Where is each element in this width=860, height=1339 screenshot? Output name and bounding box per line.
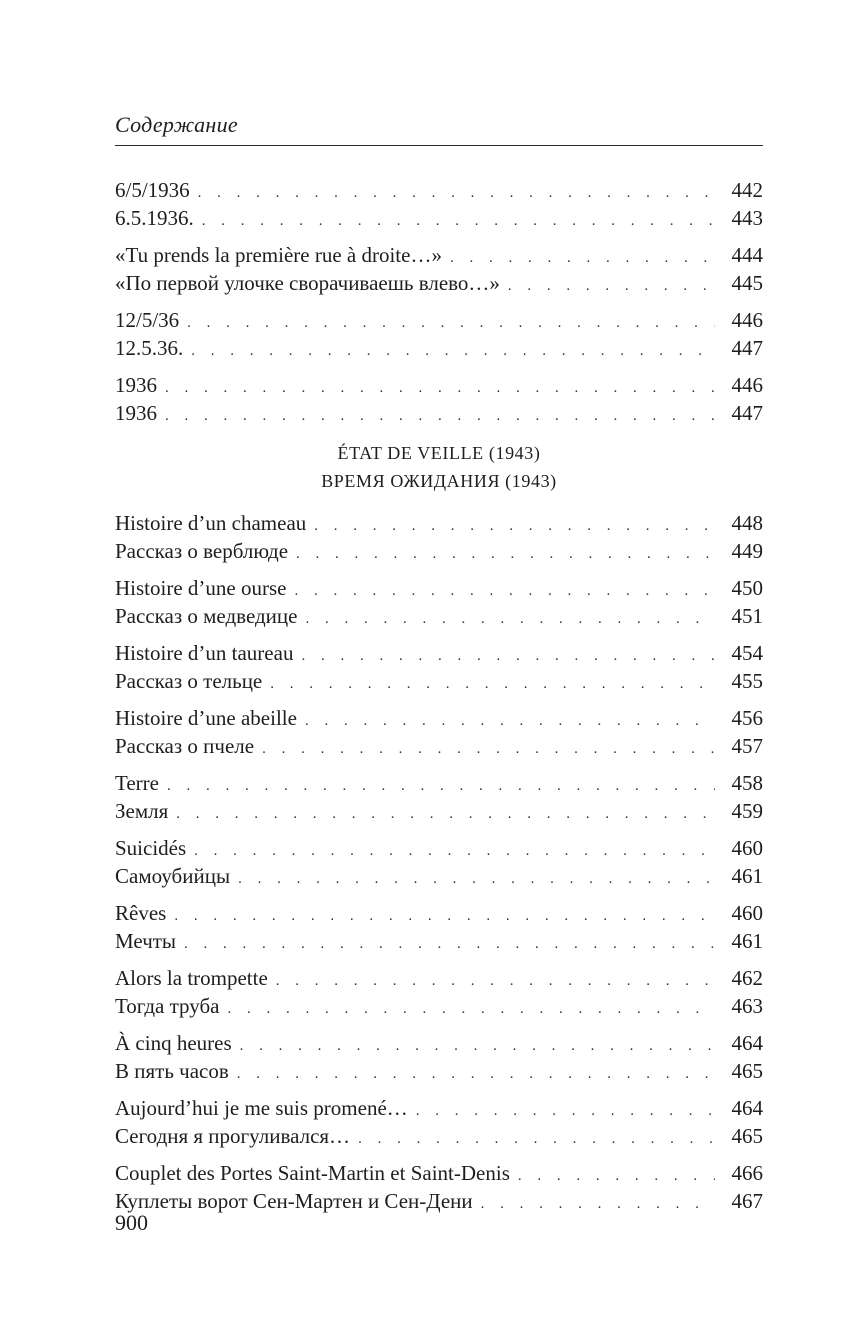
dot-leader	[358, 1125, 715, 1153]
toc-entry-page: 451	[731, 604, 763, 628]
dot-leader	[237, 1060, 715, 1088]
toc-entry[interactable]	[115, 862, 763, 890]
toc-entry-page: 444	[731, 243, 763, 267]
toc-entry[interactable]	[115, 399, 763, 427]
toc-entry-page: 449	[731, 539, 763, 563]
toc-entry-page: 460	[731, 901, 763, 925]
toc-entry-page: 447	[731, 336, 763, 360]
toc-entry-title: Histoire d’un taureau	[115, 641, 294, 665]
toc-entry-pair	[115, 574, 763, 630]
page-number: 900	[115, 1210, 148, 1235]
toc-entry-title: 12/5/36	[115, 308, 180, 332]
toc-entry-page: 448	[731, 511, 763, 535]
toc-entry-title: Земля	[115, 799, 169, 823]
toc-entry-pair	[115, 1159, 763, 1215]
dot-leader	[314, 512, 715, 540]
dot-leader	[296, 540, 715, 568]
toc-entry-title: Alors la trompette	[115, 966, 268, 990]
dot-leader	[202, 207, 715, 235]
dot-leader	[270, 670, 715, 698]
toc-entry-title: Рассказ о тельце	[115, 669, 263, 693]
book-page	[115, 0, 763, 1339]
dot-leader	[167, 772, 715, 800]
toc-entry-title: Terre	[115, 771, 159, 795]
toc-entry-page: 464	[731, 1031, 763, 1055]
toc-entry-page: 462	[731, 966, 763, 990]
toc-entry[interactable]	[115, 1029, 763, 1057]
dot-leader	[305, 605, 715, 633]
toc-entry[interactable]	[115, 704, 763, 732]
dot-leader	[184, 930, 715, 958]
toc-entry[interactable]	[115, 797, 763, 825]
toc-entry[interactable]	[115, 639, 763, 667]
toc-entry[interactable]	[115, 602, 763, 630]
toc-entry[interactable]	[115, 241, 763, 269]
dot-leader	[238, 865, 715, 893]
dot-leader	[416, 1097, 715, 1125]
toc-entry-title: Histoire d’un chameau	[115, 511, 307, 535]
toc-entry-pair	[115, 834, 763, 890]
toc-entry-title: 12.5.36.	[115, 336, 184, 360]
toc-entry-title: Сегодня я прогуливался…	[115, 1124, 351, 1148]
toc-entry[interactable]	[115, 204, 763, 232]
toc-entry-page: 460	[731, 836, 763, 860]
dot-leader	[165, 402, 715, 430]
dot-leader	[305, 707, 715, 735]
toc-entry[interactable]	[115, 927, 763, 955]
toc-entry-page: 461	[731, 864, 763, 888]
dot-leader	[262, 735, 715, 763]
dot-leader	[294, 577, 715, 605]
toc-entry-title: Самоубийцы	[115, 864, 231, 888]
toc-entry-title: 6/5/1936	[115, 178, 190, 202]
toc-entry-title: Couplet des Portes Saint-Martin et Saint-Denis	[115, 1161, 510, 1185]
toc-entry-pair	[115, 176, 763, 232]
toc-entry-pair	[115, 704, 763, 760]
toc-entry-title: «По первой улочке сворачиваешь влево…»	[115, 271, 500, 295]
toc-entry[interactable]	[115, 992, 763, 1020]
running-head: Содержание	[115, 112, 239, 137]
toc-entry-title: Куплеты ворот Сен-Мартен и Сен-Дени	[115, 1189, 473, 1213]
toc-entry[interactable]	[115, 1159, 763, 1187]
dot-leader	[240, 1032, 715, 1060]
toc-entry-pair	[115, 964, 763, 1020]
toc-entry-title: Рассказ о верблюде	[115, 539, 289, 563]
toc-entry-page: 465	[731, 1059, 763, 1083]
toc-entry-page: 466	[731, 1161, 763, 1185]
toc-entry-title: Rêves	[115, 901, 167, 925]
toc-entry-title: Histoire d’une abeille	[115, 706, 297, 730]
toc-entry-page: 445	[731, 271, 763, 295]
toc-entry-pair	[115, 241, 763, 297]
toc-entry[interactable]	[115, 306, 763, 334]
toc-entry-page: 463	[731, 994, 763, 1018]
header-rule	[115, 145, 763, 146]
section-heading	[115, 439, 763, 495]
dot-leader	[187, 309, 715, 337]
toc-entry-page: 465	[731, 1124, 763, 1148]
toc-entry-title: 6.5.1936.	[115, 206, 194, 230]
toc-entry-title: À cinq heures	[115, 1031, 232, 1055]
toc-entry-pair	[115, 1094, 763, 1150]
toc-entry[interactable]	[115, 769, 763, 797]
toc-groups-after	[115, 509, 763, 1215]
toc-entry[interactable]	[115, 834, 763, 862]
toc-entry[interactable]	[115, 176, 763, 204]
toc-entry-title: 1936	[115, 373, 157, 397]
toc-entry-title: Рассказ о пчеле	[115, 734, 255, 758]
toc-entry-pair	[115, 1029, 763, 1085]
dot-leader	[227, 995, 715, 1023]
toc-entry-page: 467	[731, 1189, 763, 1213]
toc-entry-page: 464	[731, 1096, 763, 1120]
dot-leader	[450, 244, 715, 272]
dot-leader	[481, 1190, 715, 1218]
dot-leader	[508, 272, 715, 300]
toc-entry-page: 450	[731, 576, 763, 600]
toc-entry[interactable]	[115, 1094, 763, 1122]
toc-entry-page: 461	[731, 929, 763, 953]
dot-leader	[191, 337, 715, 365]
section-title-french: ÉTAT DE VEILLE (1943)	[337, 443, 541, 463]
toc-entry-title: Тогда труба	[115, 994, 220, 1018]
toc-entry-pair	[115, 509, 763, 565]
toc-entry[interactable]	[115, 509, 763, 537]
toc-entry-page: 456	[731, 706, 763, 730]
dot-leader	[301, 642, 715, 670]
dot-leader	[276, 967, 715, 995]
toc-entry[interactable]	[115, 537, 763, 565]
toc-entry-title: «Tu prends la première rue à droite…»	[115, 243, 442, 267]
toc-entry-title: Suicidés	[115, 836, 187, 860]
toc-entry-title: В пять часов	[115, 1059, 229, 1083]
toc-entry-pair	[115, 639, 763, 695]
dot-leader	[518, 1162, 715, 1190]
toc-groups-before	[115, 176, 763, 427]
toc-entry[interactable]	[115, 1057, 763, 1085]
toc-entry[interactable]	[115, 899, 763, 927]
toc-entry-page: 443	[731, 206, 763, 230]
toc-entry[interactable]	[115, 1187, 763, 1215]
toc-entry-title: Histoire d’une ourse	[115, 576, 287, 600]
toc-entry[interactable]	[115, 964, 763, 992]
toc-entry-pair	[115, 371, 763, 427]
toc-entry-title: Мечты	[115, 929, 177, 953]
toc-entry[interactable]	[115, 371, 763, 399]
toc-entry[interactable]	[115, 1122, 763, 1150]
toc-entry-pair	[115, 899, 763, 955]
toc-entry-page: 459	[731, 799, 763, 823]
toc-entry-page: 457	[731, 734, 763, 758]
toc-entry[interactable]	[115, 732, 763, 760]
section-title-russian: ВРЕМЯ ОЖИДАНИЯ (1943)	[321, 471, 557, 491]
dot-leader	[198, 179, 715, 207]
toc-entry[interactable]	[115, 667, 763, 695]
toc-entry[interactable]	[115, 574, 763, 602]
dot-leader	[165, 374, 715, 402]
toc-entry-page: 454	[731, 641, 763, 665]
toc-entry-page: 455	[731, 669, 763, 693]
toc-entry-page: 442	[731, 178, 763, 202]
toc-entry[interactable]	[115, 334, 763, 362]
toc-entry-title: Рассказ о медведице	[115, 604, 298, 628]
table-of-contents	[115, 176, 763, 1224]
dot-leader	[194, 837, 715, 865]
toc-entry-pair	[115, 306, 763, 362]
toc-entry[interactable]	[115, 269, 763, 297]
toc-entry-page: 446	[731, 373, 763, 397]
dot-leader	[174, 902, 715, 930]
toc-entry-page: 446	[731, 308, 763, 332]
toc-entry-page: 447	[731, 401, 763, 425]
dot-leader	[176, 800, 715, 828]
toc-entry-title: 1936	[115, 401, 157, 425]
toc-entry-pair	[115, 769, 763, 825]
toc-entry-page: 458	[731, 771, 763, 795]
toc-entry-title: Aujourd’hui je me suis promené…	[115, 1096, 408, 1120]
